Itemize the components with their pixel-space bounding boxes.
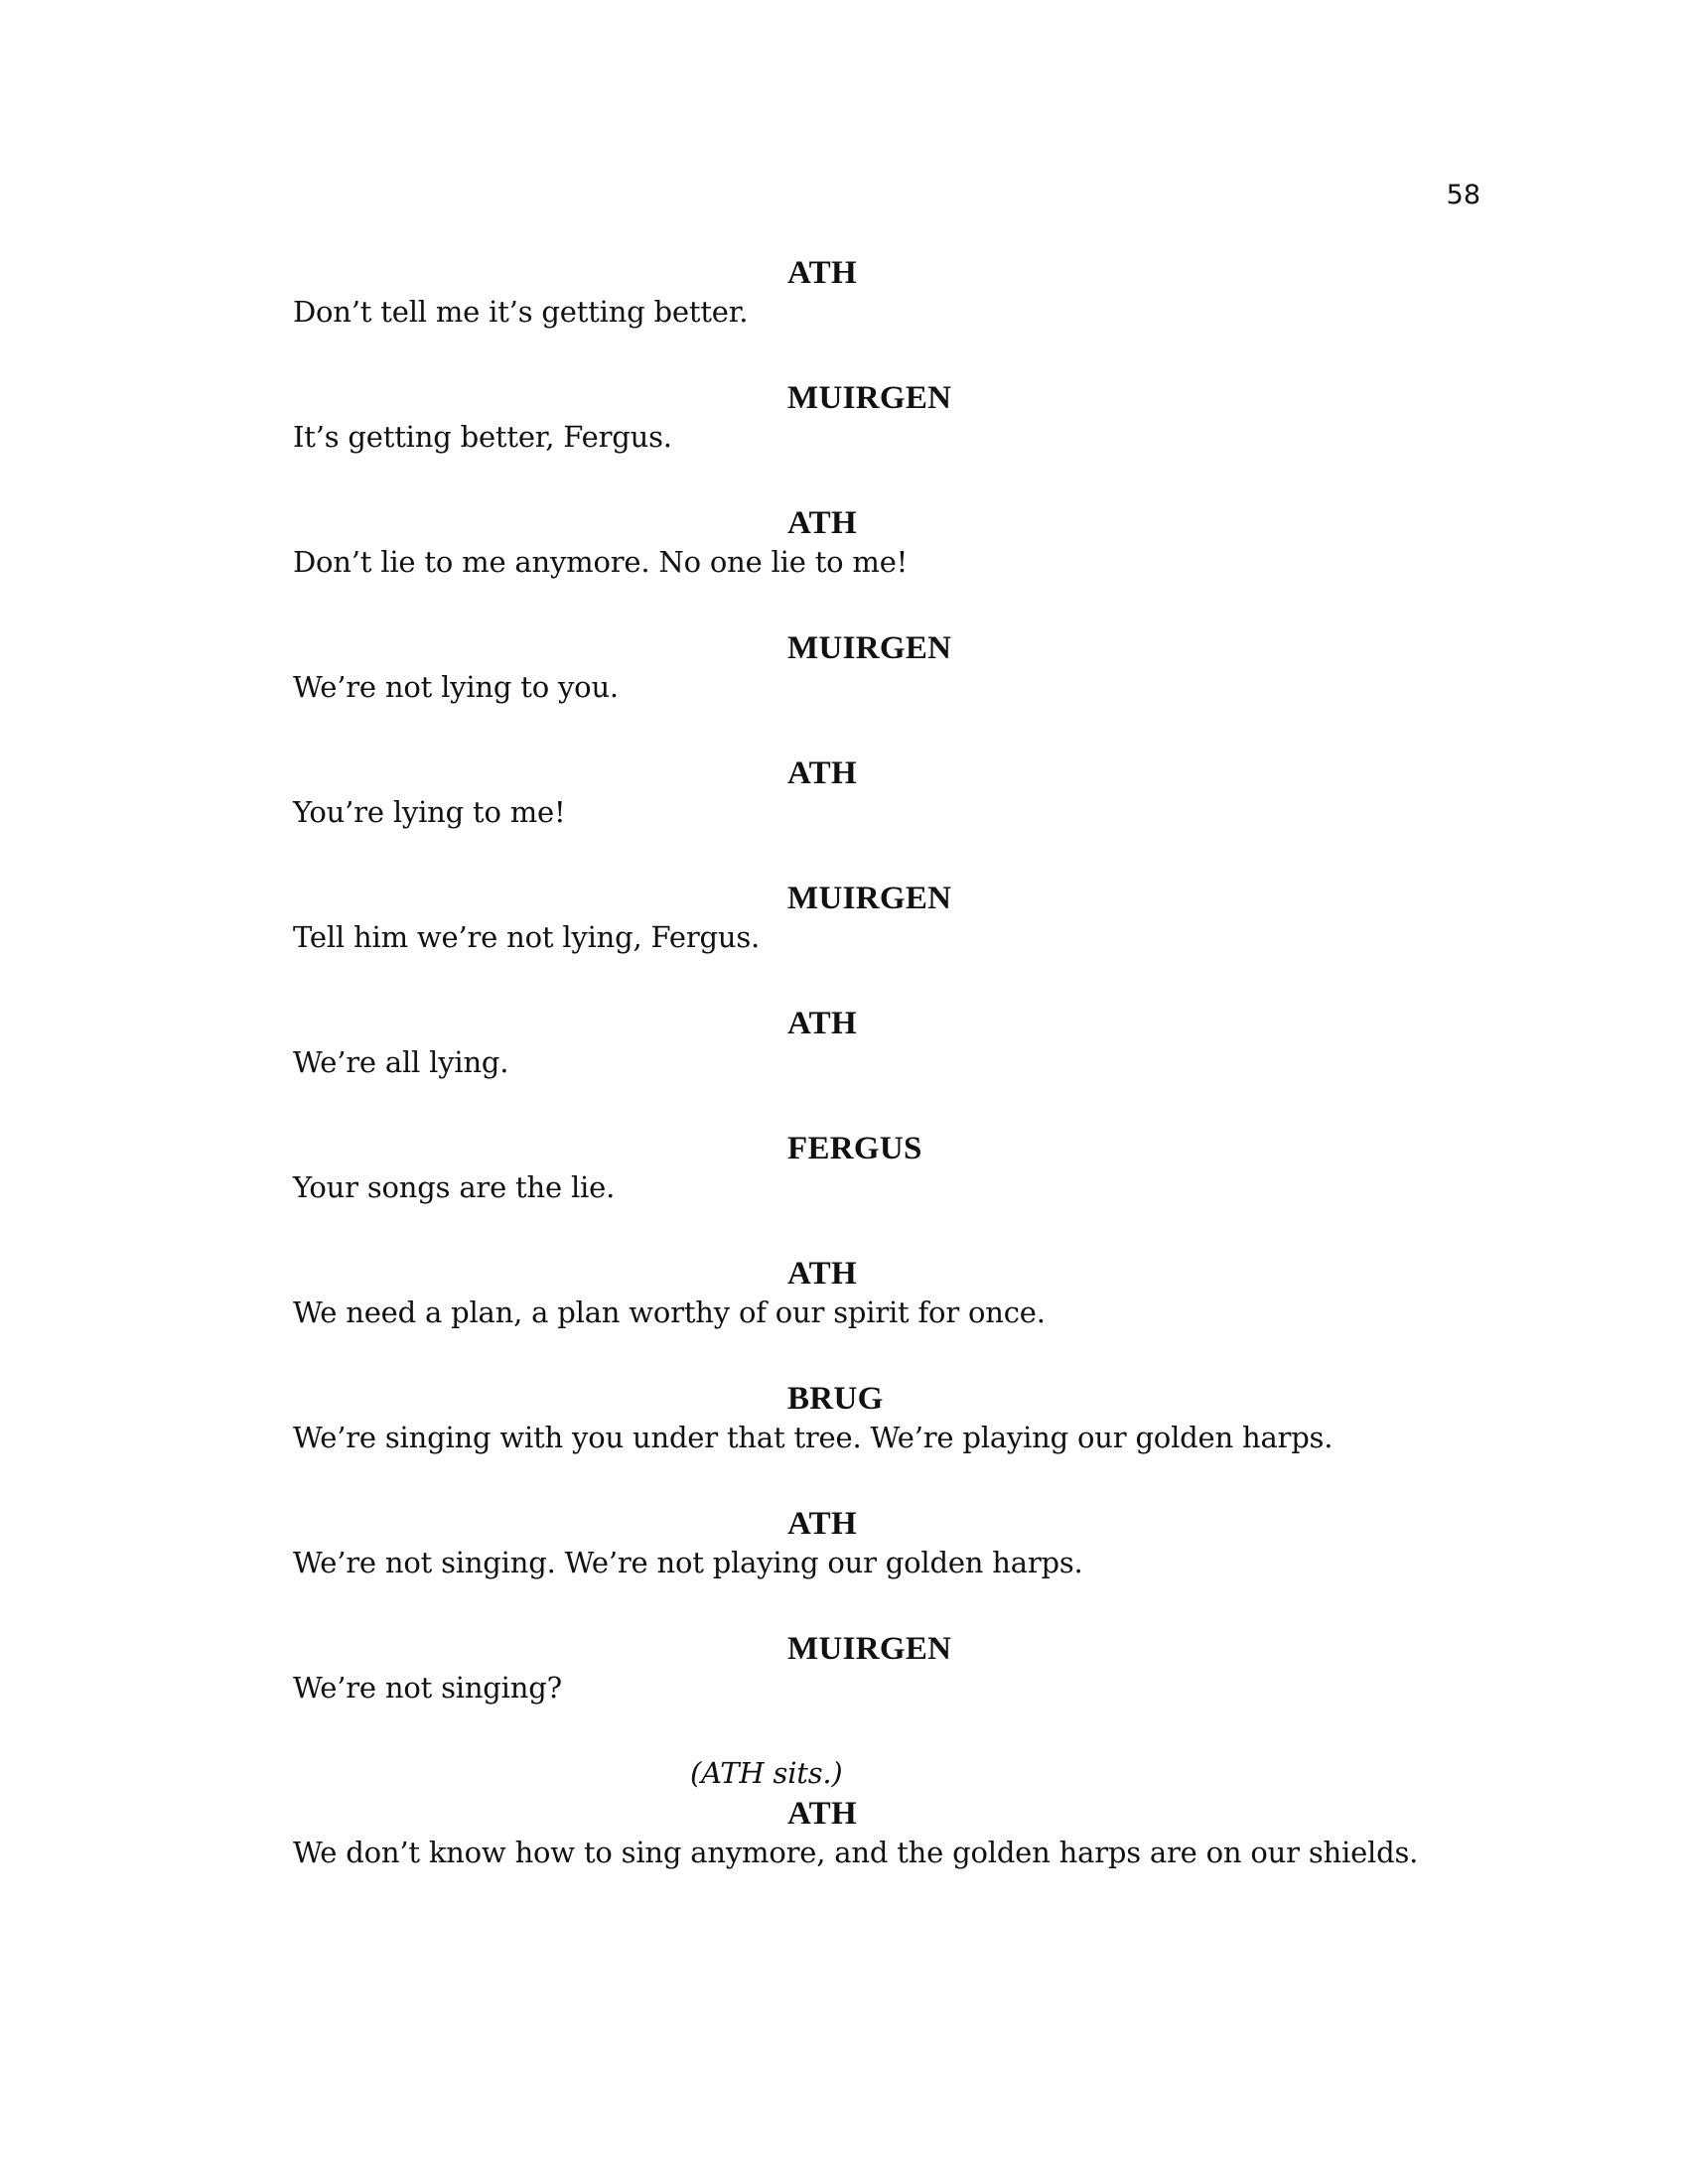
dialogue-block bbox=[293, 1004, 1445, 1082]
dialogue-block bbox=[293, 503, 1445, 582]
dialogue-line: We’re not singing. We’re not playing our golden harps. bbox=[293, 1546, 1083, 1579]
dialogue-block bbox=[293, 628, 1445, 707]
character-name: MUIRGEN bbox=[787, 630, 952, 666]
dialogue-block bbox=[293, 1629, 1445, 1707]
character-name: BRUG bbox=[787, 1381, 884, 1417]
dialogue-line: You’re lying to me! bbox=[293, 795, 566, 829]
dialogue-block bbox=[293, 378, 1445, 457]
stage-direction: (ATH sits.) bbox=[690, 1756, 843, 1790]
character-name: ATH bbox=[787, 1256, 857, 1292]
dialogue-block bbox=[293, 1379, 1445, 1457]
dialogue-line: We need a plan, a plan worthy of our spirit for once. bbox=[293, 1296, 1046, 1329]
dialogue-line: We’re all lying. bbox=[293, 1045, 509, 1079]
dialogue-block bbox=[293, 1504, 1445, 1582]
dialogue-block bbox=[293, 753, 1445, 832]
character-name: ATH bbox=[787, 1006, 857, 1041]
dialogue-line: We’re not singing? bbox=[293, 1671, 562, 1705]
dialogue-block bbox=[293, 253, 1445, 332]
dialogue-line: It’s getting better, Fergus. bbox=[293, 420, 672, 454]
character-name: MUIRGEN bbox=[787, 380, 952, 416]
dialogue-line: We’re singing with you under that tree. We’re playing our golden harps. bbox=[293, 1421, 1334, 1454]
dialogue-line: We’re not lying to you. bbox=[293, 670, 619, 704]
character-name: FERGUS bbox=[787, 1131, 922, 1166]
character-name: ATH bbox=[787, 505, 857, 541]
dialogue-block bbox=[293, 879, 1445, 957]
character-name: ATH bbox=[787, 1796, 857, 1832]
dialogue-line: Don’t tell me it’s getting better. bbox=[293, 295, 749, 329]
character-name: ATH bbox=[787, 1506, 857, 1542]
dialogue-line: Tell him we’re not lying, Fergus. bbox=[293, 920, 761, 954]
dialogue-block bbox=[293, 1754, 1445, 1872]
page-number: 58 bbox=[1446, 180, 1480, 210]
dialogue-line: Your songs are the lie. bbox=[293, 1170, 616, 1204]
dialogue-block bbox=[293, 1129, 1445, 1207]
dialogue-line: Don’t lie to me anymore. No one lie to me! bbox=[293, 545, 909, 579]
script-body bbox=[293, 253, 1445, 1919]
character-name: MUIRGEN bbox=[787, 1631, 952, 1667]
character-name: MUIRGEN bbox=[787, 881, 952, 916]
character-name: ATH bbox=[787, 255, 857, 291]
dialogue-line: We don’t know how to sing anymore, and the golden harps are on our shields. bbox=[293, 1836, 1419, 1869]
character-name: ATH bbox=[787, 755, 857, 791]
dialogue-block bbox=[293, 1254, 1445, 1332]
